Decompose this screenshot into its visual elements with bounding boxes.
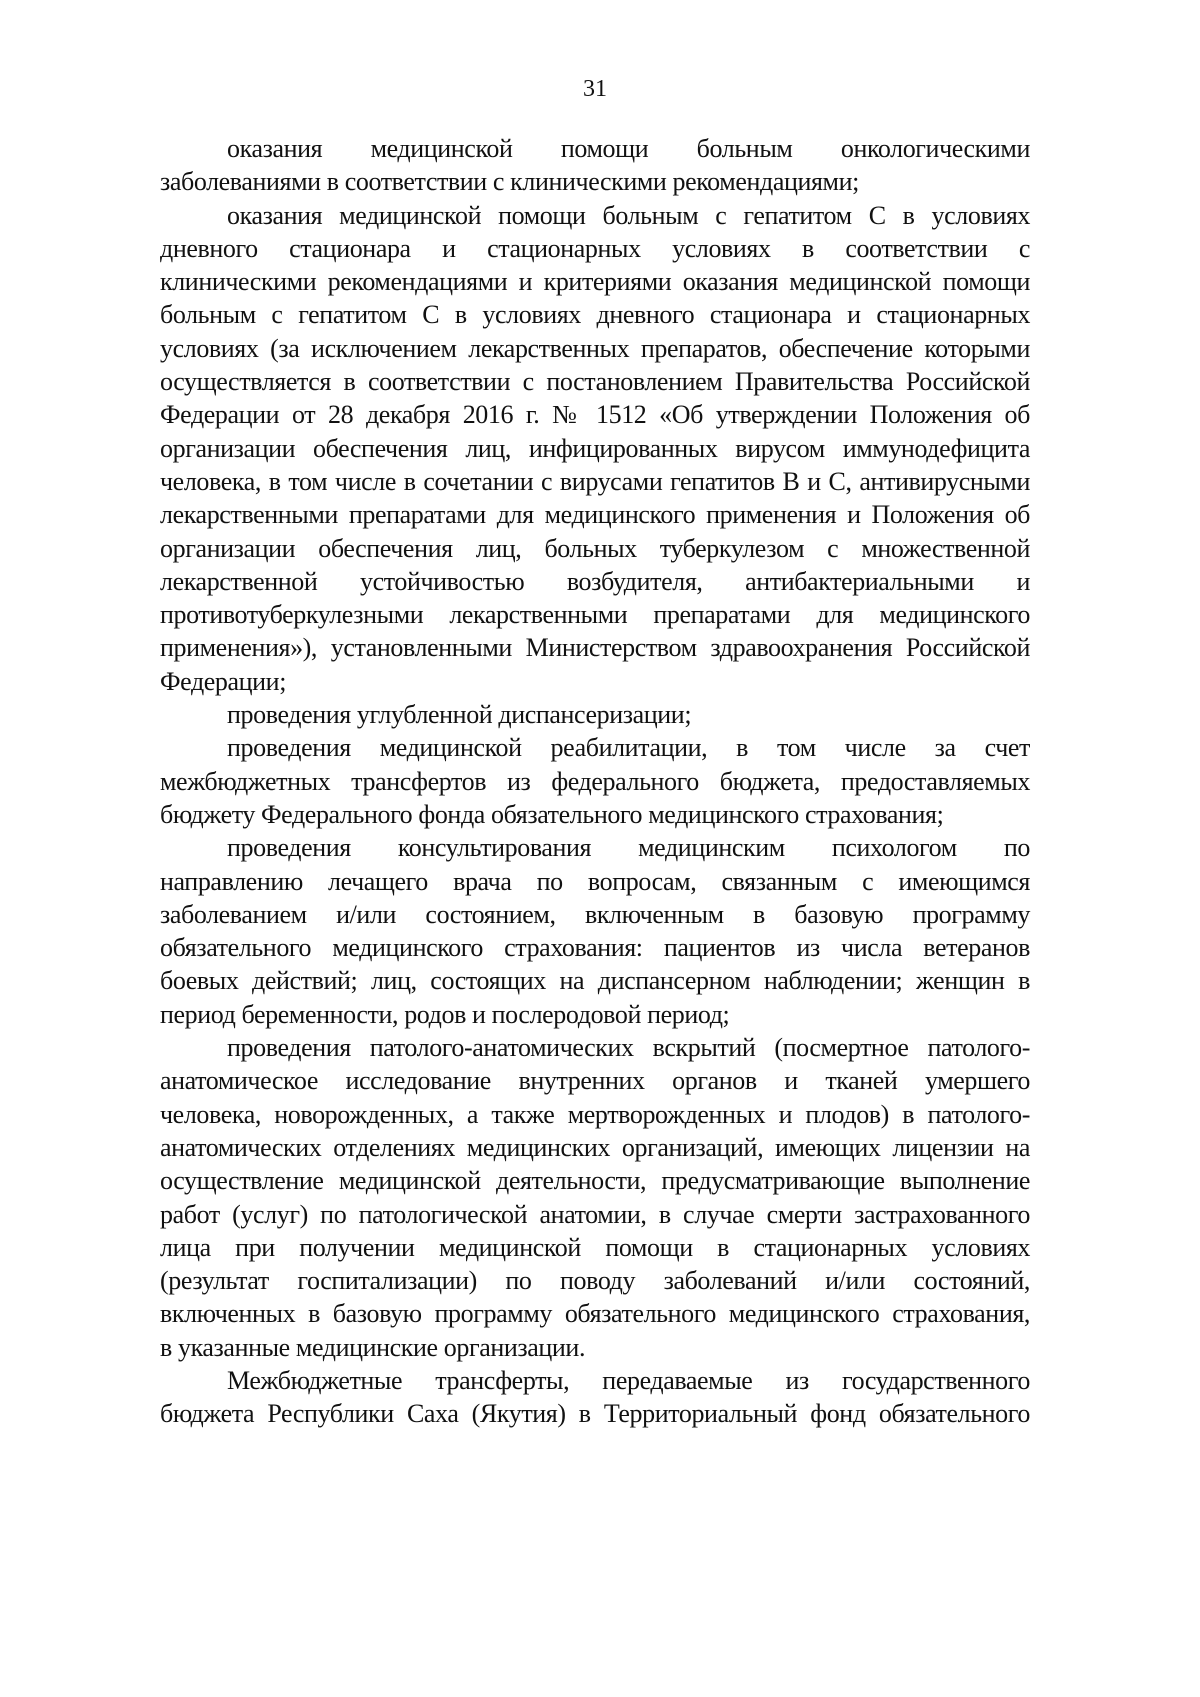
text-line: заболеваниями в соответствии с клиническими рекомендациями; [160, 167, 859, 197]
text-line: лица при получении медицинской помощи в стационарных условиях [160, 1232, 1030, 1262]
text-line: условиях (за исключением лекарственных препаратов, обеспечение которыми [160, 333, 1030, 363]
paragraph-first-line: проведения патолого-анатомических вскрытий (посмертное патолого- [227, 1033, 1030, 1063]
paragraph-first-line: оказания медицинской помощи больным с гепатитом С в условиях [227, 200, 1030, 230]
page-number: 31 [583, 76, 607, 102]
text-line: в указанные медицинские организации. [160, 1332, 586, 1362]
text-line: дневного стационара и стационарных условиях в соответствии с [160, 233, 1030, 263]
text-line: направлению лечащего врача по вопросам, связанным с имеющимся [160, 866, 1030, 896]
document-body [160, 132, 1030, 1431]
text-line: (результат госпитализации) по поводу заболеваний и/или состояний, [160, 1266, 1030, 1296]
paragraph-first-line: оказания медицинской помощи больным онкологическими [227, 134, 1030, 163]
text-line: заболеванием и/или состоянием, включенным в базовую программу [160, 899, 1030, 929]
text-line: включенных в базовую программу обязательного медицинского страхования, [160, 1299, 1030, 1329]
text-line: межбюджетных трансфертов из федерального бюджета, предоставляемых [160, 766, 1030, 796]
text-line: осуществляется в соответствии с постановлением Правительства Российской [160, 367, 1030, 397]
paragraph-first-line: Межбюджетные трансферты, передаваемые из государственного [227, 1365, 1030, 1395]
text-line: бюджета Республики Саха (Якутия) в Территориальный фонд обязательного [160, 1399, 1030, 1429]
paragraph-first-line: проведения консультирования медицинским психологом по [227, 833, 1030, 863]
text-line: бюджету Федерального фонда обязательного медицинского страхования; [160, 799, 944, 829]
text-line: Федерации; [160, 666, 287, 696]
text-line: анатомических отделениях медицинских организаций, имеющих лицензии на [160, 1132, 1030, 1162]
paragraph-first-line: проведения углубленной диспансеризации; [227, 700, 692, 730]
text-line: осуществление медицинской деятельности, предусматривающие выполнение [160, 1166, 1030, 1196]
text-line: организации обеспечения лиц, инфицированных вирусом иммунодефицита [160, 433, 1030, 463]
text-line: Федерации от 28 декабря 2016 г. № 1512 «Об утверждении Положения об [160, 400, 1030, 430]
paragraph-first-line: проведения медицинской реабилитации, в том числе за счет [227, 733, 1030, 763]
text-line: обязательного медицинского страхования: пациентов из числа ветеранов [160, 933, 1030, 963]
text-line: лекарственными препаратами для медицинского применения и Положения об [160, 500, 1030, 530]
text-line: больным с гепатитом С в условиях дневного стационара и стационарных [160, 300, 1030, 330]
text-line: работ (услуг) по патологической анатомии, в случае смерти застрахованного [160, 1199, 1030, 1229]
text-line: анатомическое исследование внутренних органов и тканей умершего [160, 1066, 1030, 1096]
text-line: применения»), установленными Министерством здравоохранения Российской [160, 633, 1030, 663]
text-line: организации обеспечения лиц, больных туберкулезом с множественной [160, 533, 1030, 563]
text-line: боевых действий; лиц, состоящих на диспансерном наблюдении; женщин в [160, 966, 1030, 996]
text-line: период беременности, родов и послеродовой период; [160, 999, 730, 1029]
text-line: противотуберкулезными лекарственными препаратами для медицинского [160, 600, 1030, 630]
text-line: клиническими рекомендациями и критериями оказания медицинской помощи [160, 267, 1030, 297]
text-line: лекарственной устойчивостью возбудителя, антибактериальными и [160, 566, 1030, 596]
text-line: человека, в том числе в сочетании с вирусами гепатитов В и С, антивирусными [160, 466, 1030, 496]
text-line: человека, новорожденных, а также мертворожденных и плодов) в патолого- [160, 1099, 1030, 1129]
